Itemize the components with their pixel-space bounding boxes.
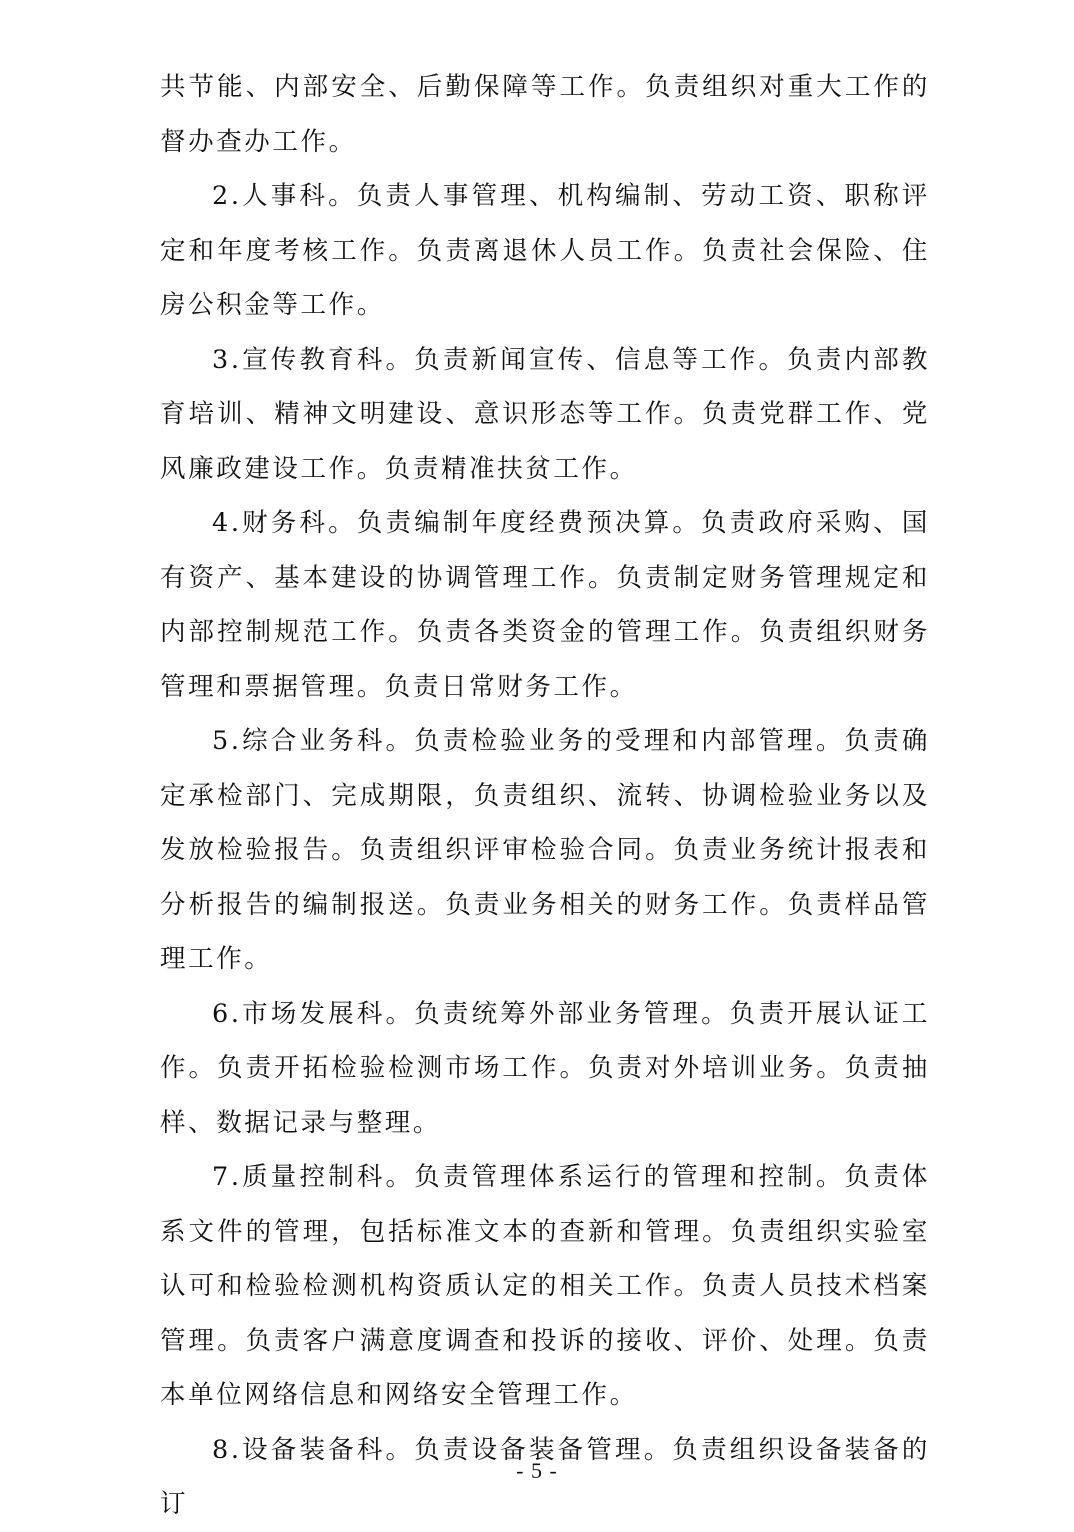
paragraph-market-development-section: 6.市场发展科。负责统筹外部业务管理。负责开展认证工作。负责开拓检验检测市场工作。负责对外培训业务。负责抽样、数据记录与整理。: [160, 998, 930, 1138]
document-body: [160, 60, 930, 1532]
paragraph-quality-control-section: 7.质量控制科。负责管理体系运行的管理和控制。负责体系文件的管理，包括标准文本的查新和管理。负责组织实验室认可和检验检测机构资质认定的相关工作。负责人员技术档案管理。负责客户满意度调查和投诉的接收、评价、处理。负责本单位网络信息和网络安全管理工作。: [160, 1162, 930, 1410]
paragraph-publicity-education-section: 3.宣传教育科。负责新闻宣传、信息等工作。负责内部教育培训、精神文明建设、意识形态等工作。负责党群工作、党风廉政建设工作。负责精准扶贫工作。: [160, 344, 930, 484]
paragraph-general-business-section: 5.综合业务科。负责检验业务的受理和内部管理。负责确定承检部门、完成期限，负责组织、流转、协调检验业务以及发放检验报告。负责组织评审检验合同。负责业务统计报表和分析报告的编制报送。负责业务相关的财务工作。负责样品管理工作。: [160, 726, 930, 974]
paragraph-finance-section: 4.财务科。负责编制年度经费预决算。负责政府采购、国有资产、基本建设的协调管理工作。负责制定财务管理规定和内部控制规范工作。负责各类资金的管理工作。负责组织财务管理和票据管理。负责日常财务工作。: [160, 508, 930, 702]
page-number: - 5 -: [516, 1458, 558, 1483]
paragraph-personnel-section: 2.人事科。负责人事管理、机构编制、劳动工资、职称评定和年度考核工作。负责离退休人员工作。负责社会保险、住房公积金等工作。: [160, 181, 930, 320]
paragraph-equipment-section: 8.设备装备科。负责设备装备管理。负责组织设备装备的订: [160, 1434, 930, 1519]
paragraph-continuation: 共节能、内部安全、后勤保障等工作。负责组织对重大工作的督办查办工作。: [160, 72, 930, 157]
